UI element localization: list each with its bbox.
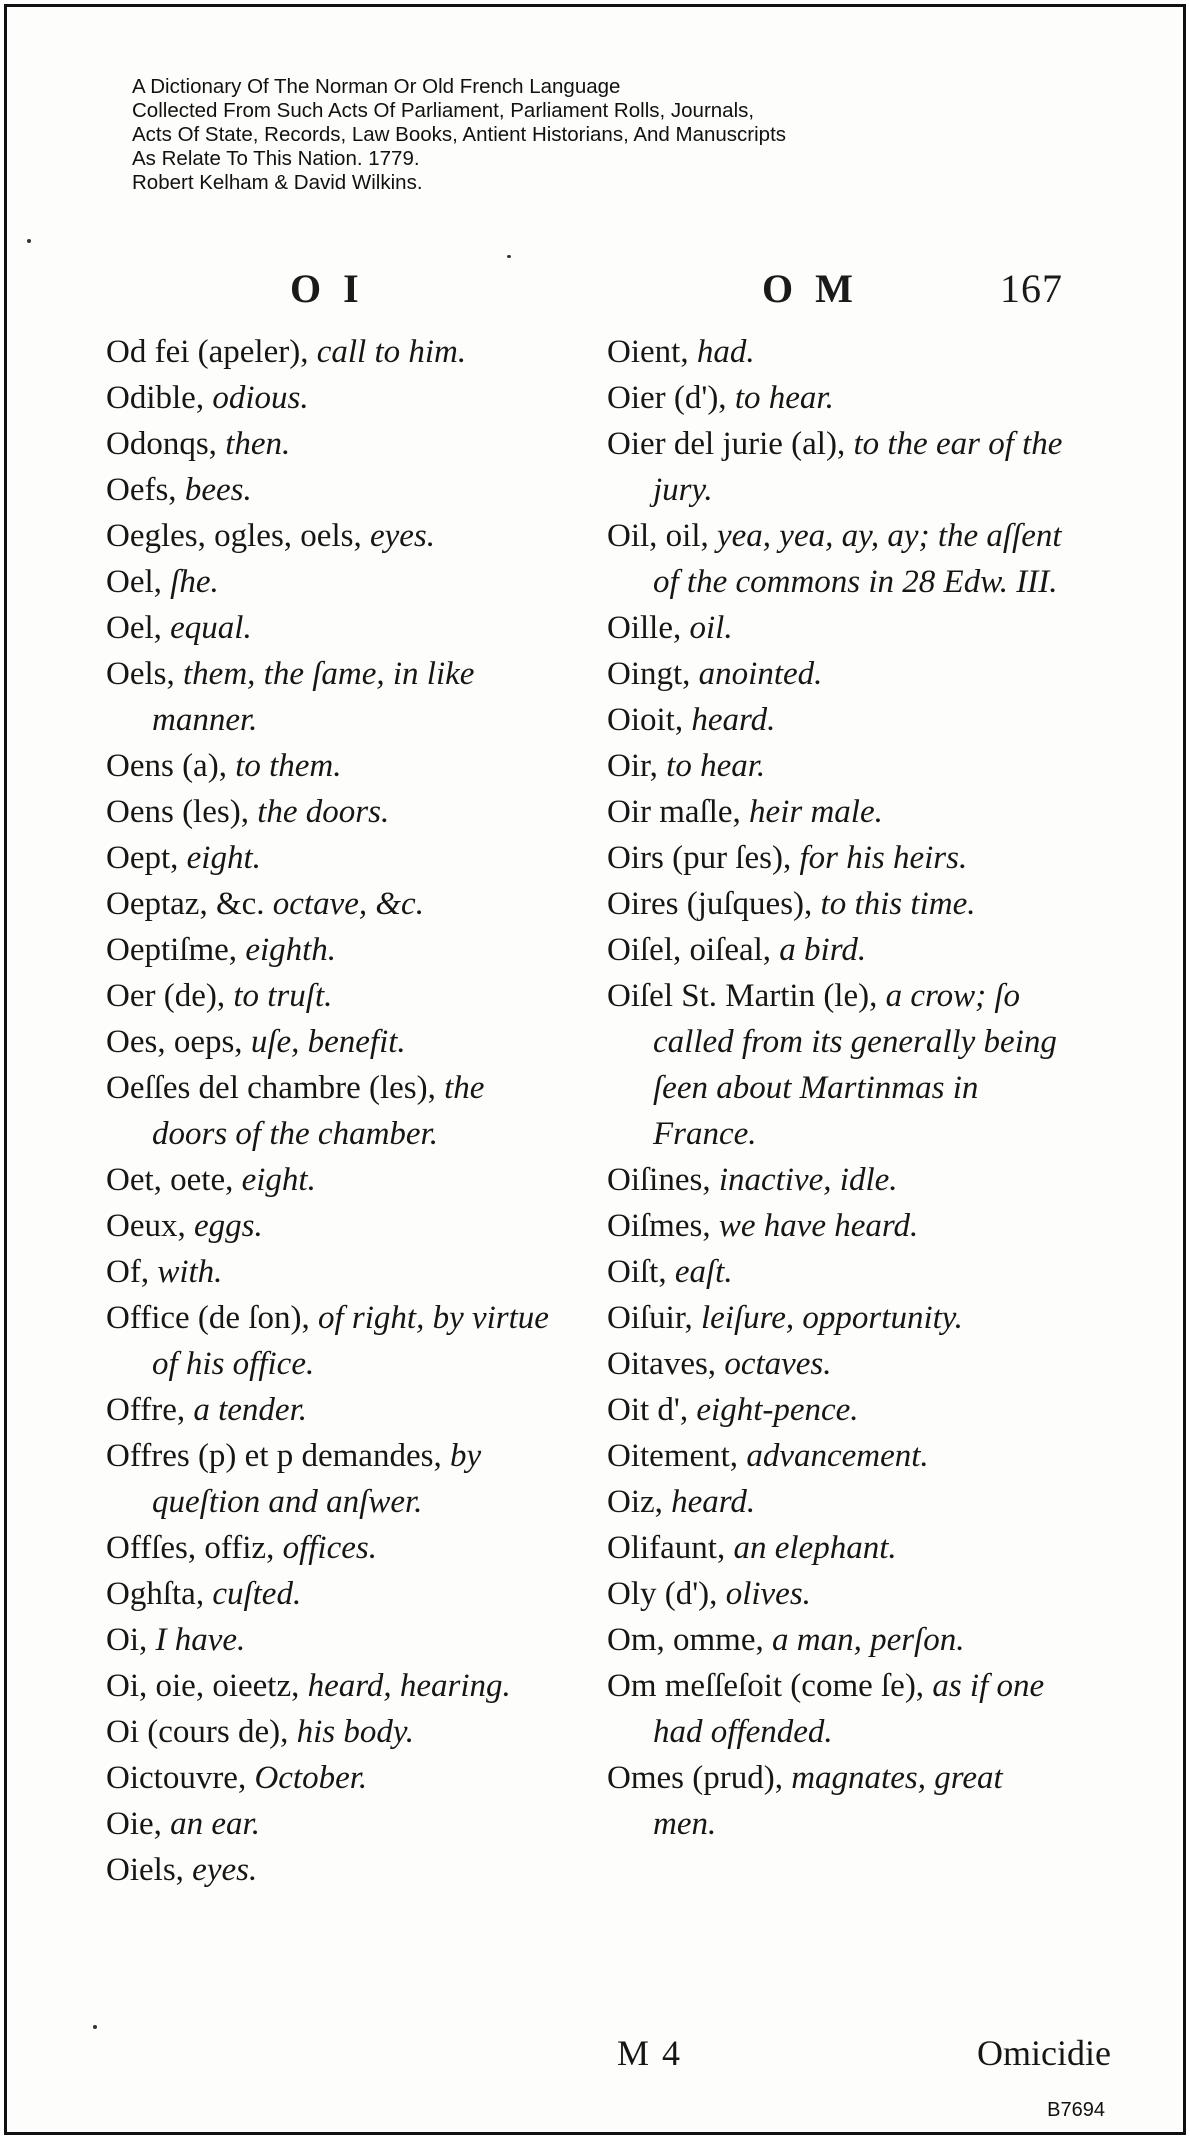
header-subtitle-line-1: Collected From Such Acts Of Parliament, Parliament Rolls, Journals, bbox=[132, 99, 755, 122]
dictionary-entry bbox=[607, 789, 1067, 835]
ink-speck bbox=[93, 2025, 97, 2029]
header-authors: Robert Kelham & David Wilkins. bbox=[132, 171, 423, 194]
dictionary-entry bbox=[106, 1295, 566, 1387]
entry-definition: eight. bbox=[186, 840, 261, 876]
entry-definition: an ear. bbox=[170, 1806, 260, 1842]
dictionary-entry bbox=[607, 329, 1067, 375]
entry-headword: Offre, bbox=[106, 1392, 194, 1428]
entry-definition: a crow; ſo called from its generally being ſeen about Martinmas in France. bbox=[653, 978, 1057, 1152]
entry-headword: Oirs (pur ſes), bbox=[607, 840, 800, 876]
dictionary-entry bbox=[106, 743, 566, 789]
dictionary-entry bbox=[607, 1157, 1067, 1203]
entry-definition: equal. bbox=[170, 610, 252, 646]
entry-definition: uſe, benefit. bbox=[250, 1024, 406, 1060]
entry-headword: Oes, oeps, bbox=[106, 1024, 251, 1060]
dictionary-entry bbox=[607, 421, 1067, 513]
dictionary-entry bbox=[106, 1709, 566, 1755]
page-frame bbox=[4, 4, 1186, 2135]
entry-headword: Oer (de), bbox=[106, 978, 234, 1014]
entry-definition: I have. bbox=[155, 1622, 246, 1658]
dictionary-entry bbox=[106, 651, 566, 743]
dictionary-entry bbox=[106, 1387, 566, 1433]
dictionary-entry bbox=[106, 1801, 566, 1847]
header-subtitle-line-2: Acts Of State, Records, Law Books, Antient Historians, And Manuscripts bbox=[132, 123, 787, 146]
dictionary-entry bbox=[106, 1203, 566, 1249]
running-head-right: O M bbox=[762, 266, 859, 311]
entry-definition: eyes. bbox=[369, 518, 435, 554]
dictionary-entry bbox=[106, 1065, 566, 1157]
entry-definition: call to him. bbox=[316, 334, 467, 370]
ink-speck bbox=[507, 255, 511, 258]
entry-headword: Oel, bbox=[106, 610, 171, 646]
entry-definition: eight. bbox=[241, 1162, 316, 1198]
entry-headword: Oier del jurie (al), bbox=[607, 426, 854, 462]
entry-headword: Oient, bbox=[607, 334, 697, 370]
entry-definition: with. bbox=[157, 1254, 223, 1290]
entry-definition: eaſt. bbox=[674, 1254, 733, 1290]
dictionary-entry bbox=[607, 605, 1067, 651]
running-head-left: O I bbox=[290, 266, 365, 311]
dictionary-entry bbox=[106, 973, 566, 1019]
entry-headword: Oiz, bbox=[607, 1484, 672, 1520]
entry-headword: Oens (les), bbox=[106, 794, 258, 830]
dictionary-entry bbox=[607, 513, 1067, 605]
entry-definition: leiſure, opportunity. bbox=[701, 1300, 963, 1336]
entry-headword: Oept, bbox=[106, 840, 187, 876]
entry-headword: Oghſta, bbox=[106, 1576, 213, 1612]
entry-definition: octave, &c. bbox=[272, 886, 424, 922]
entry-definition: had. bbox=[696, 334, 755, 370]
entry-headword: Om meſſeſoit (come ſe), bbox=[607, 1668, 933, 1704]
dictionary-entry bbox=[106, 1847, 566, 1893]
dictionary-entry bbox=[607, 1295, 1067, 1341]
dictionary-entry bbox=[607, 1203, 1067, 1249]
entry-headword: Oitaves, bbox=[607, 1346, 725, 1382]
entry-definition: eggs. bbox=[193, 1208, 263, 1244]
dictionary-entry bbox=[607, 743, 1067, 789]
dictionary-entry bbox=[106, 513, 566, 559]
entry-headword: Oille, bbox=[607, 610, 690, 646]
entry-definition: heard. bbox=[691, 702, 776, 738]
entry-headword: Oictouvre, bbox=[106, 1760, 255, 1796]
entry-definition: them, the ſame, in like manner. bbox=[152, 656, 475, 738]
entry-definition: October. bbox=[254, 1760, 368, 1796]
dictionary-entry bbox=[106, 1157, 566, 1203]
entry-definition: eight-pence. bbox=[696, 1392, 859, 1428]
entry-headword: Oens (a), bbox=[106, 748, 236, 784]
dictionary-entry bbox=[106, 605, 566, 651]
entry-headword: Oi, bbox=[106, 1622, 156, 1658]
entry-definition: of right, by virtue of his office. bbox=[152, 1300, 549, 1382]
entry-definition: eighth. bbox=[245, 932, 337, 968]
dictionary-entry bbox=[106, 329, 566, 375]
entry-definition: a bird. bbox=[779, 932, 867, 968]
entry-definition: as if one had offended. bbox=[653, 1668, 1045, 1750]
entry-headword: Of, bbox=[106, 1254, 158, 1290]
entry-definition: heard. bbox=[671, 1484, 756, 1520]
entry-definition: the doors. bbox=[257, 794, 390, 830]
dictionary-entry bbox=[607, 1341, 1067, 1387]
entry-definition: an elephant. bbox=[733, 1530, 897, 1566]
entry-headword: Om, omme, bbox=[607, 1622, 772, 1658]
entry-headword: Oly (d'), bbox=[607, 1576, 726, 1612]
entry-definition: octaves. bbox=[724, 1346, 832, 1382]
dictionary-entry bbox=[106, 375, 566, 421]
entry-headword: Office (de ſon), bbox=[106, 1300, 318, 1336]
dictionary-entry bbox=[607, 881, 1067, 927]
dictionary-entry bbox=[607, 1479, 1067, 1525]
entry-headword: Offres (p) et p demandes, bbox=[106, 1438, 450, 1474]
entry-headword: Oeptiſme, bbox=[106, 932, 246, 968]
dictionary-entry bbox=[607, 1433, 1067, 1479]
document-header bbox=[132, 75, 1032, 195]
entry-definition: to this time. bbox=[820, 886, 976, 922]
entry-definition: we have heard. bbox=[718, 1208, 919, 1244]
header-subtitle-line-3: As Relate To This Nation. 1779. bbox=[132, 147, 420, 170]
entry-definition: heard, hearing. bbox=[307, 1668, 511, 1704]
dictionary-entry bbox=[106, 1019, 566, 1065]
entry-headword: Oit d', bbox=[607, 1392, 697, 1428]
entry-definition: to hear. bbox=[734, 380, 834, 416]
entry-definition: offices. bbox=[282, 1530, 377, 1566]
entry-headword: Oeſſes del chambre (les), bbox=[106, 1070, 445, 1106]
entry-headword: Oi (cours de), bbox=[106, 1714, 297, 1750]
dictionary-entry bbox=[607, 927, 1067, 973]
entry-definition: odious. bbox=[212, 380, 309, 416]
dictionary-entry bbox=[106, 1663, 566, 1709]
entry-headword: Oingt, bbox=[607, 656, 699, 692]
dictionary-entry bbox=[607, 1617, 1067, 1663]
reference-code: B7694 bbox=[1047, 2099, 1105, 2121]
dictionary-entry bbox=[607, 697, 1067, 743]
dictionary-entry bbox=[106, 1755, 566, 1801]
entry-definition: yea, yea, ay, ay; the aſſent of the commons in 28 Edw. III. bbox=[653, 518, 1062, 600]
entry-definition: to hear. bbox=[666, 748, 766, 784]
entry-headword: Olifaunt, bbox=[607, 1530, 734, 1566]
entry-definition: a man, perſon. bbox=[771, 1622, 965, 1658]
entry-headword: Oiſuir, bbox=[607, 1300, 702, 1336]
entry-headword: Oet, oete, bbox=[106, 1162, 242, 1198]
dictionary-entry bbox=[607, 1525, 1067, 1571]
entry-definition: inactive, idle. bbox=[718, 1162, 898, 1198]
entry-definition: bees. bbox=[184, 472, 252, 508]
dictionary-entry bbox=[106, 927, 566, 973]
dictionary-entry bbox=[106, 1571, 566, 1617]
dictionary-entry bbox=[106, 1525, 566, 1571]
entry-headword: Oiels, bbox=[106, 1852, 193, 1888]
dictionary-entry bbox=[106, 467, 566, 513]
header-title: A Dictionary Of The Norman Or Old French Language bbox=[132, 75, 621, 98]
entry-definition: ſhe. bbox=[170, 564, 219, 600]
entry-headword: Oegles, ogles, oels, bbox=[106, 518, 370, 554]
left-column bbox=[106, 329, 566, 1893]
entry-headword: Oitement, bbox=[607, 1438, 747, 1474]
entry-headword: Omes (prud), bbox=[607, 1760, 792, 1796]
dictionary-entry bbox=[106, 789, 566, 835]
entry-headword: Oefs, bbox=[106, 472, 185, 508]
entry-definition: to truſt. bbox=[233, 978, 333, 1014]
ink-speck bbox=[27, 239, 31, 243]
entry-headword: Oiſel St. Martin (le), bbox=[607, 978, 886, 1014]
entry-headword: Oir, bbox=[607, 748, 667, 784]
dictionary-entry bbox=[106, 1249, 566, 1295]
entry-definition: by queſtion and anſwer. bbox=[152, 1438, 482, 1520]
dictionary-entry bbox=[607, 1249, 1067, 1295]
dictionary-entry bbox=[106, 1433, 566, 1525]
dictionary-entry bbox=[607, 1755, 1067, 1847]
entry-definition: advancement. bbox=[746, 1438, 929, 1474]
right-column bbox=[607, 329, 1067, 1847]
entry-definition: olives. bbox=[725, 1576, 811, 1612]
entry-definition: magnates, great men. bbox=[653, 1760, 1003, 1842]
entry-definition: for his heirs. bbox=[799, 840, 968, 876]
entry-definition: cuſted. bbox=[212, 1576, 302, 1612]
entry-headword: Oiſel, oiſeal, bbox=[607, 932, 780, 968]
catchword: Omicidie bbox=[977, 2033, 1111, 2073]
dictionary-entry bbox=[106, 559, 566, 605]
dictionary-entry bbox=[106, 1617, 566, 1663]
entry-definition: his body. bbox=[296, 1714, 414, 1750]
dictionary-entry bbox=[106, 835, 566, 881]
entry-headword: Offſes, offiz, bbox=[106, 1530, 283, 1566]
dictionary-entry bbox=[607, 1387, 1067, 1433]
entry-headword: Oioit, bbox=[607, 702, 692, 738]
entry-headword: Oeptaz, &c. bbox=[106, 886, 273, 922]
entry-headword: Oiſmes, bbox=[607, 1208, 719, 1244]
entry-definition: a tender. bbox=[193, 1392, 308, 1428]
dictionary-entry bbox=[106, 881, 566, 927]
entry-headword: Oil, oil, bbox=[607, 518, 718, 554]
dictionary-entry bbox=[607, 973, 1067, 1157]
entry-definition: the doors of the chamber. bbox=[152, 1070, 485, 1152]
entry-headword: Odible, bbox=[106, 380, 213, 416]
entry-headword: Od fei (apeler), bbox=[106, 334, 317, 370]
entry-definition: to them. bbox=[235, 748, 342, 784]
dictionary-entry bbox=[607, 375, 1067, 421]
entry-headword: Oeux, bbox=[106, 1208, 194, 1244]
entry-headword: Oier (d'), bbox=[607, 380, 735, 416]
dictionary-entry bbox=[607, 1663, 1067, 1755]
entry-headword: Oiſines, bbox=[607, 1162, 719, 1198]
entry-headword: Oires (juſques), bbox=[607, 886, 821, 922]
entry-definition: to the ear of the jury. bbox=[653, 426, 1063, 508]
entry-headword: Oel, bbox=[106, 564, 171, 600]
entry-headword: Oels, bbox=[106, 656, 183, 692]
entry-definition: oil. bbox=[689, 610, 733, 646]
entry-definition: eyes. bbox=[192, 1852, 258, 1888]
entry-definition: heir male. bbox=[749, 794, 883, 830]
dictionary-entry bbox=[607, 1571, 1067, 1617]
signature-mark: M 4 bbox=[617, 2033, 683, 2073]
entry-definition: then. bbox=[225, 426, 291, 462]
page-number: 167 bbox=[1000, 266, 1063, 311]
entry-headword: Oiſt, bbox=[607, 1254, 675, 1290]
entry-headword: Odonqs, bbox=[106, 426, 226, 462]
entry-headword: Oir maſle, bbox=[607, 794, 750, 830]
entry-headword: Oie, bbox=[106, 1806, 171, 1842]
dictionary-entry bbox=[607, 651, 1067, 697]
entry-definition: anointed. bbox=[698, 656, 823, 692]
dictionary-entry bbox=[607, 835, 1067, 881]
entry-headword: Oi, oie, oieetz, bbox=[106, 1668, 308, 1704]
dictionary-entry bbox=[106, 421, 566, 467]
